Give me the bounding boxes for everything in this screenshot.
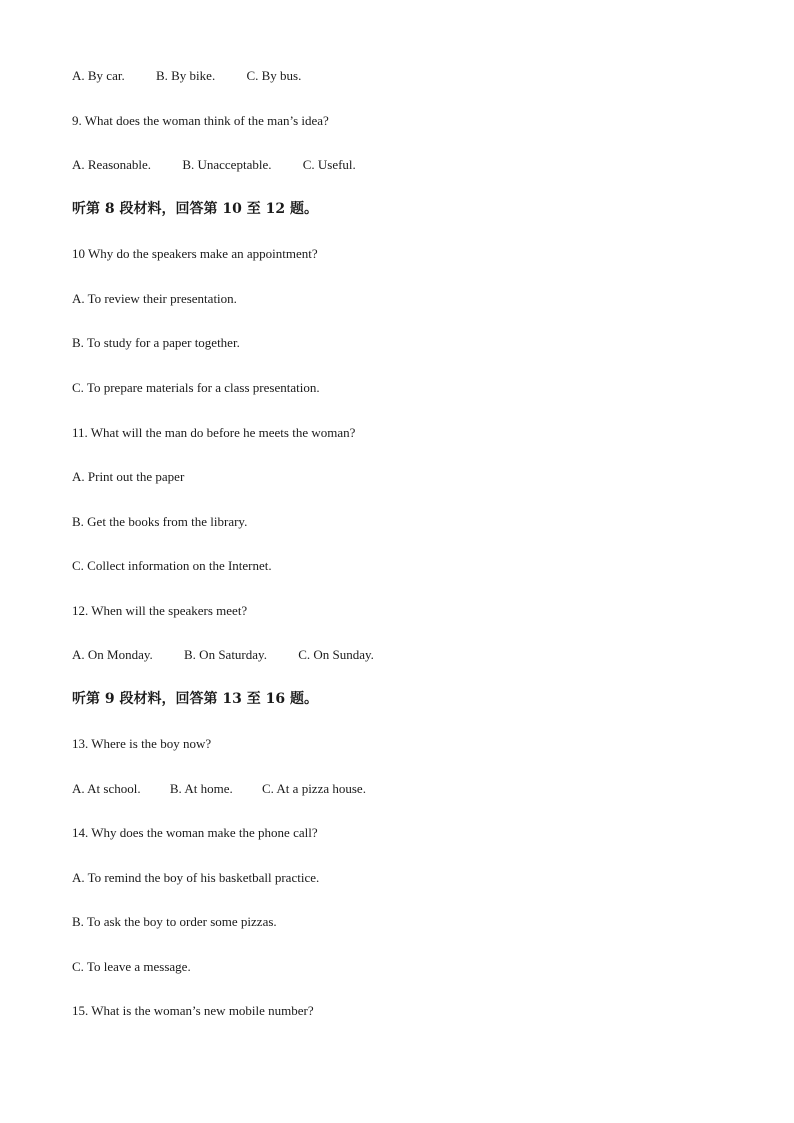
q11-option-c: C. Collect information on the Internet. <box>72 558 272 573</box>
q8-option-b: B. By bike. <box>155 68 216 83</box>
q13-option-b: B. At home. <box>169 781 233 796</box>
q9-option-c: C. Useful. <box>302 157 356 172</box>
q12-option-b: B. On Saturday. <box>184 647 267 662</box>
q12-question: 12. When will the speakers meet? <box>72 603 248 618</box>
q14-option-b: B. To ask the boy to order some pizzas. <box>72 914 277 929</box>
q14-option-c: C. To leave a message. <box>72 959 191 974</box>
q13-option-c: C. At a pizza house. <box>261 781 366 796</box>
q14-option-a: A. To remind the boy of his basketball practice. <box>72 870 320 885</box>
q9-options-row <box>72 156 356 174</box>
q15-question: 15. What is the woman’s new mobile number? <box>72 1003 314 1018</box>
q13-options-row <box>72 780 366 798</box>
q10-option-b: B. To study for a paper together. <box>72 335 240 350</box>
q12-options-row <box>72 646 374 664</box>
q9-question: 9. What does the woman think of the man’s idea? <box>72 113 329 128</box>
q9-option-b: B. Unacceptable. <box>182 157 272 172</box>
q12-option-c: C. On Sunday. <box>298 647 374 662</box>
q13-option-a: A. At school. <box>72 781 141 796</box>
section-9-heading: 听第 9 段材料，回答第 13 至 16 题。 <box>72 691 318 707</box>
q13-question: 13. Where is the boy now? <box>72 736 212 751</box>
q11-option-b: B. Get the books from the library. <box>72 514 248 529</box>
q11-question: 11. What will the man do before he meets the woman? <box>72 425 356 440</box>
q12-option-a: A. On Monday. <box>72 647 153 662</box>
q8-option-a: A. By car. <box>72 68 125 83</box>
q10-option-c: C. To prepare materials for a class presentation. <box>72 380 320 395</box>
q11-option-a: A. Print out the paper <box>72 469 185 484</box>
section-8-heading: 听第 8 段材料，回答第 10 至 12 题。 <box>72 201 318 217</box>
q14-question: 14. Why does the woman make the phone call? <box>72 825 318 840</box>
q10-question: 10 Why do the speakers make an appointment? <box>72 246 318 261</box>
q9-option-a: A. Reasonable. <box>72 157 152 172</box>
q10-option-a: A. To review their presentation. <box>72 291 237 306</box>
q8-option-c: C. By bus. <box>246 68 302 83</box>
q8-options-row <box>72 67 301 85</box>
